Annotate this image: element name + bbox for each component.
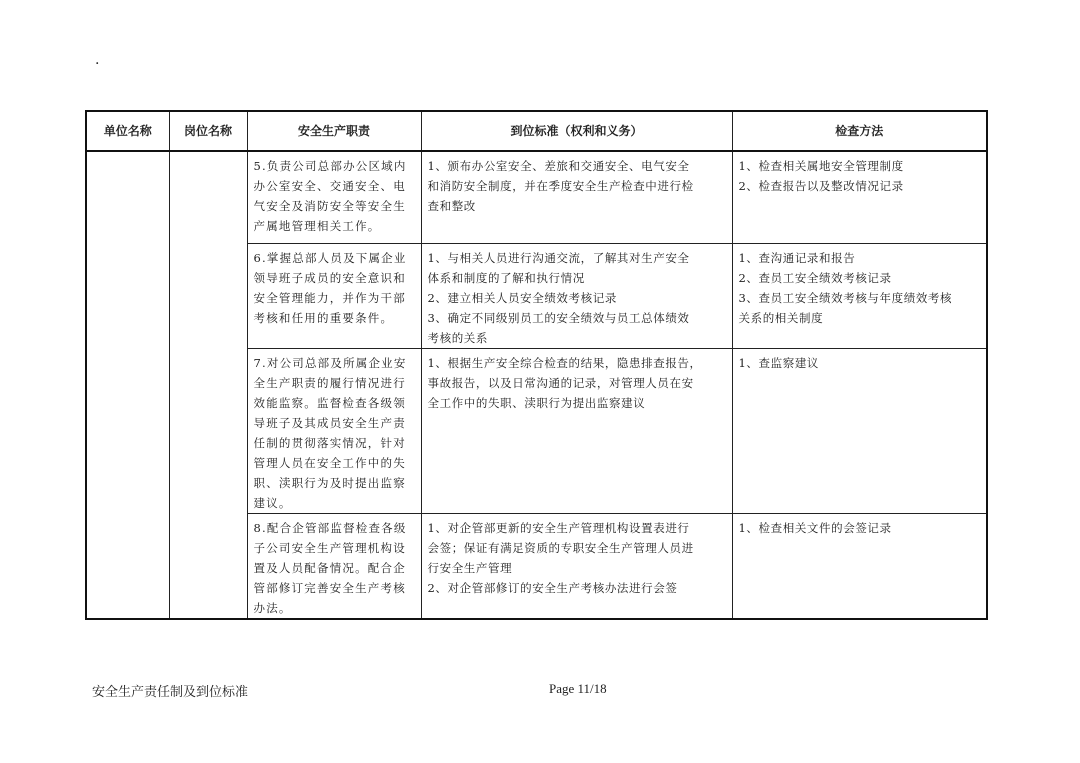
duty-line: 建议。 xyxy=(253,495,292,510)
method-line: 1、检查相关属地安全管理制度 xyxy=(738,159,904,173)
duty-line: 置及人员配备情况。配合企 xyxy=(253,560,406,575)
duty-cell xyxy=(247,513,421,619)
method-line: 1、查监察建议 xyxy=(738,355,820,370)
duty-line: 领导班子成员的安全意识和 xyxy=(253,270,406,285)
standard-line: 1、根据生产安全综合检查的结果，隐患排查报告， xyxy=(427,355,702,370)
page-mark: . xyxy=(95,52,100,68)
duty-line: 管理人员在安全工作中的失 xyxy=(253,455,406,470)
duty-line: 产属地管理相关工作。 xyxy=(253,219,381,233)
duty-line: 办公室安全、交通安全、电 xyxy=(253,179,406,193)
duty-line: 全生产职责的履行情况进行 xyxy=(253,375,406,390)
post-name-cell xyxy=(169,151,247,619)
standard-line: 考核的关系 xyxy=(427,330,488,345)
duty-cell xyxy=(247,348,421,513)
duty-line: 效能监察。监督检查各级领 xyxy=(253,395,406,410)
footer-page-number: Page 11/18 xyxy=(549,681,607,696)
method-line: 1、查沟通记录和报告 xyxy=(738,250,856,265)
standard-line: 3、确定不同级别员工的安全绩效与员工总体绩效 xyxy=(427,310,690,325)
duty-line: 6.掌握总部人员及下属企业 xyxy=(253,250,407,265)
responsibility-table xyxy=(85,110,988,620)
duty-cell xyxy=(247,151,421,243)
standard-cell xyxy=(421,348,732,513)
method-line: 3、查员工安全绩效考核与年度绩效考核 xyxy=(738,290,953,305)
table-header-row xyxy=(86,111,987,151)
standard-cell xyxy=(421,243,732,348)
method-cell xyxy=(732,348,987,513)
method-cell xyxy=(732,513,987,619)
standard-line: 1、与相关人员进行沟通交流，了解其对生产安全 xyxy=(427,250,690,265)
standard-line: 行安全生产管理 xyxy=(427,560,513,575)
header-post-name: 岗位名称 xyxy=(169,111,247,151)
duty-line: 管部修订完善安全生产考核 xyxy=(253,580,406,595)
method-cell xyxy=(732,243,987,348)
duty-line: 任制的贯彻落实情况，针对 xyxy=(253,435,406,450)
standard-line: 1、颁布办公室安全、差旅和交通安全、电气安全 xyxy=(427,159,690,173)
header-check-method: 检查方法 xyxy=(732,111,987,151)
duty-line: 职、渎职行为及时提出监察 xyxy=(253,475,406,490)
header-unit-name: 单位名称 xyxy=(86,111,169,151)
unit-name-cell xyxy=(86,151,169,619)
duty-line: 5.负责公司总部办公区域内 xyxy=(253,159,407,173)
standard-line: 2、建立相关人员安全绩效考核记录 xyxy=(427,290,617,305)
duty-line: 导班子及其成员安全生产责 xyxy=(253,415,406,430)
standard-cell xyxy=(421,513,732,619)
standard-line: 查和整改 xyxy=(427,199,476,213)
duty-line: 气安全及消防安全等安全生 xyxy=(253,199,406,213)
standard-line: 2、对企管部修订的安全生产考核办法进行会签 xyxy=(427,580,678,595)
standard-line: 全工作中的失职、渎职行为提出监察建议 xyxy=(427,395,646,410)
standard-cell xyxy=(421,151,732,243)
standard-line: 和消防安全制度，并在季度安全生产检查中进行检 xyxy=(427,179,694,193)
header-standard: 到位标准（权利和义务） xyxy=(421,111,732,151)
standard-line: 1、对企管部更新的安全生产管理机构设置表进行 xyxy=(427,520,690,535)
method-line: 关系的相关制度 xyxy=(738,310,824,325)
method-line: 2、检查报告以及整改情况记录 xyxy=(738,179,904,193)
method-cell xyxy=(732,151,987,243)
standard-line: 事故报告，以及日常沟通的记录，对管理人员在安 xyxy=(427,375,694,390)
standard-line: 会签；保证有满足资质的专职安全生产管理人员进 xyxy=(427,540,694,555)
duty-line: 安全管理能力，并作为干部 xyxy=(253,290,406,305)
duty-line: 办法。 xyxy=(253,600,292,615)
duty-cell xyxy=(247,243,421,348)
duty-line: 子公司安全生产管理机构设 xyxy=(253,540,406,555)
header-safety-duty: 安全生产职责 xyxy=(247,111,421,151)
duty-line: 8.配合企管部监督检查各级 xyxy=(253,520,407,535)
duty-line: 考核和任用的重要条件。 xyxy=(253,310,394,325)
table-row xyxy=(86,151,987,243)
method-line: 1、检查相关文件的会签记录 xyxy=(738,520,892,535)
duty-line: 7.对公司总部及所属企业安 xyxy=(253,355,407,370)
method-line: 2、查员工安全绩效考核记录 xyxy=(738,270,892,285)
standard-line: 体系和制度的了解和执行情况 xyxy=(427,270,585,285)
footer-document-title: 安全生产责任制及到位标准 xyxy=(92,685,249,700)
